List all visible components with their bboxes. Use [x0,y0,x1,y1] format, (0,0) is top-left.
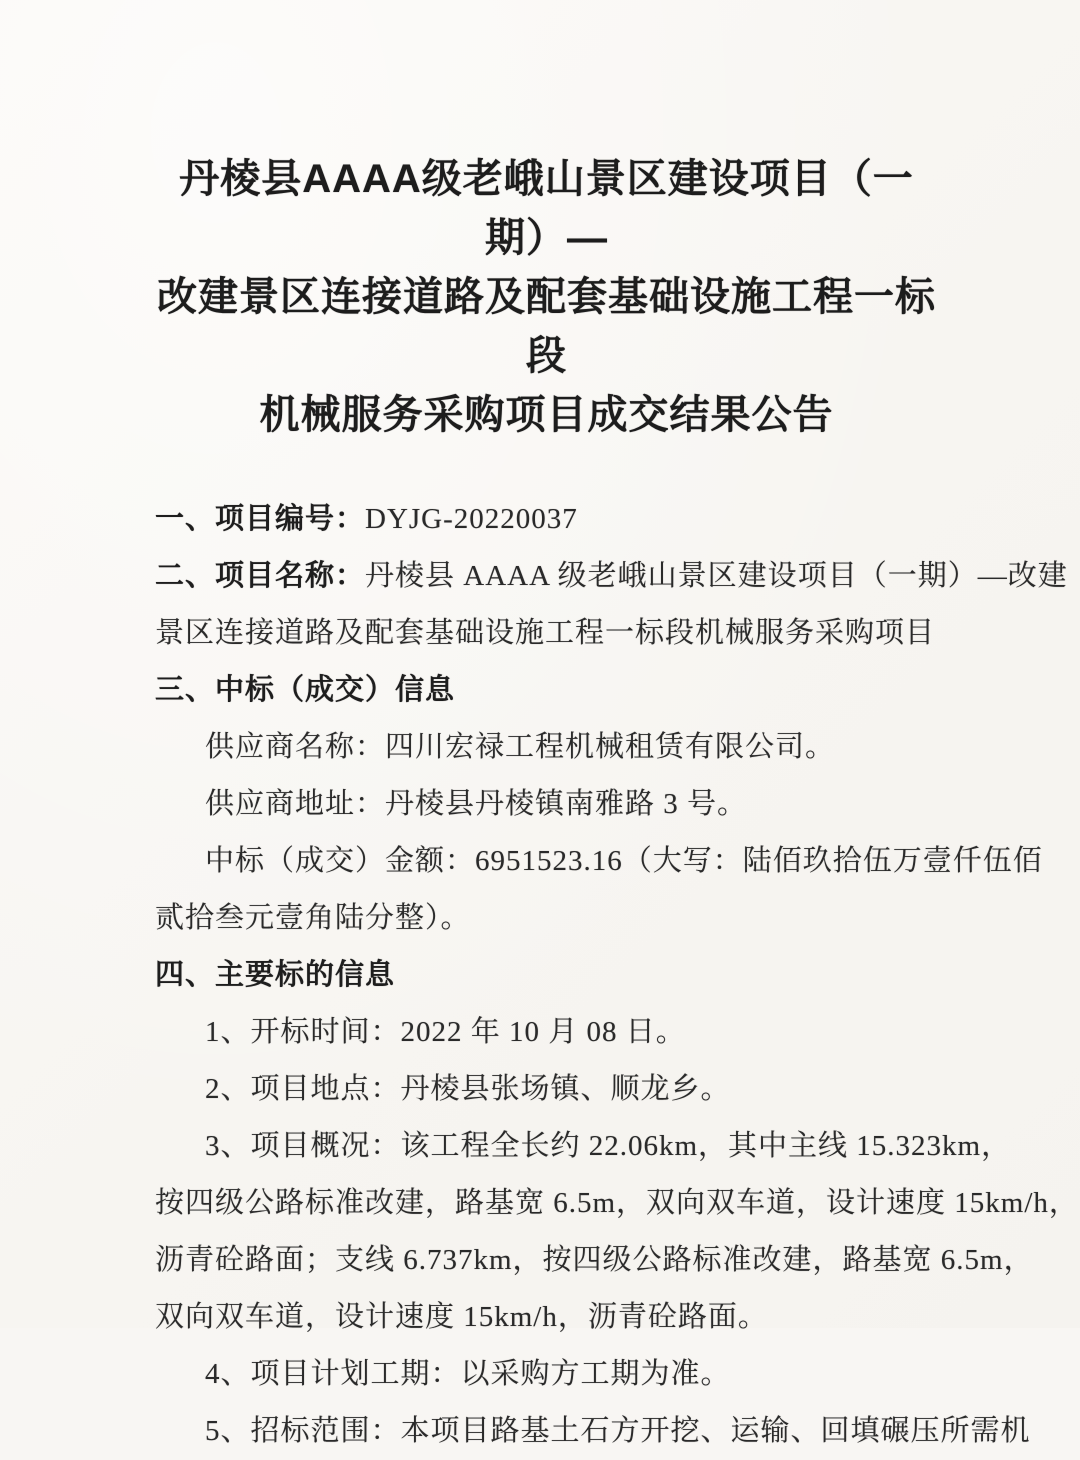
field-supplier-name: 供应商名称：四川宏禄工程机械租赁有限公司。 [205,731,836,763]
award-amount-continuation: 贰拾叁元壹角陆分整）。 [155,902,471,934]
field-project-name [155,548,1068,605]
project-overview-continuation-1: 按四级公路标准改建，路基宽 6.5m，双向双车道，设计速度 15km/h， [155,1187,1079,1219]
document-content [155,0,1079,1460]
document-title [155,150,938,445]
project-overview-continuation-2: 沥青砼路面；支线 6.737km，按四级公路标准改建，路基宽 6.5m， [155,1244,1034,1276]
field-project-location: 2、项目地点：丹棱县张场镇、顺龙乡。 [205,1073,731,1105]
field-supplier-address: 供应商地址：丹棱县丹棱镇南雅路 3 号。 [205,788,748,820]
field-planned-duration: 4、项目计划工期：以采购方工期为准。 [205,1358,731,1390]
field-project-number-value: DYJG-20220037 [365,503,578,535]
document-title-line-3: 机械服务采购项目成交结果公告 [259,393,834,437]
field-project-number [155,491,938,548]
document-body [155,491,1079,1460]
project-name-continuation: 景区连接道路及配套基础设施工程一标段机械服务采购项目 [155,617,936,649]
field-project-overview: 3、项目概况：该工程全长约 22.06km，其中主线 15.323km， [205,1130,1012,1162]
field-project-name-value: 丹棱县 AAAA 级老峨山景区建设项目（一期）—改建 [365,560,1068,592]
document-title-line-1: 丹棱县AAAA级老峨山景区建设项目（一期）— [179,157,914,260]
field-award-amount: 中标（成交）金额：6951523.16（大写：陆佰玖拾伍万壹仟伍佰 [205,845,1043,877]
section-heading-main-subject: 四、主要标的信息 [155,959,396,991]
project-overview-continuation-3: 双向双车道，设计速度 15km/h，沥青砼路面。 [155,1301,768,1333]
field-bidding-scope: 5、招标范围：本项目路基土石方开挖、运输、回填碾压所需机 [205,1415,1031,1447]
document-title-line-2: 改建景区连接道路及配套基础设施工程一标段 [157,275,936,378]
field-project-name-label: 二、项目名称： [155,560,366,592]
section-heading-award-info: 三、中标（成交）信息 [155,674,456,706]
field-bid-opening-time: 1、开标时间：2022 年 10 月 08 日。 [205,1016,686,1048]
field-project-number-label: 一、项目编号： [155,503,366,535]
